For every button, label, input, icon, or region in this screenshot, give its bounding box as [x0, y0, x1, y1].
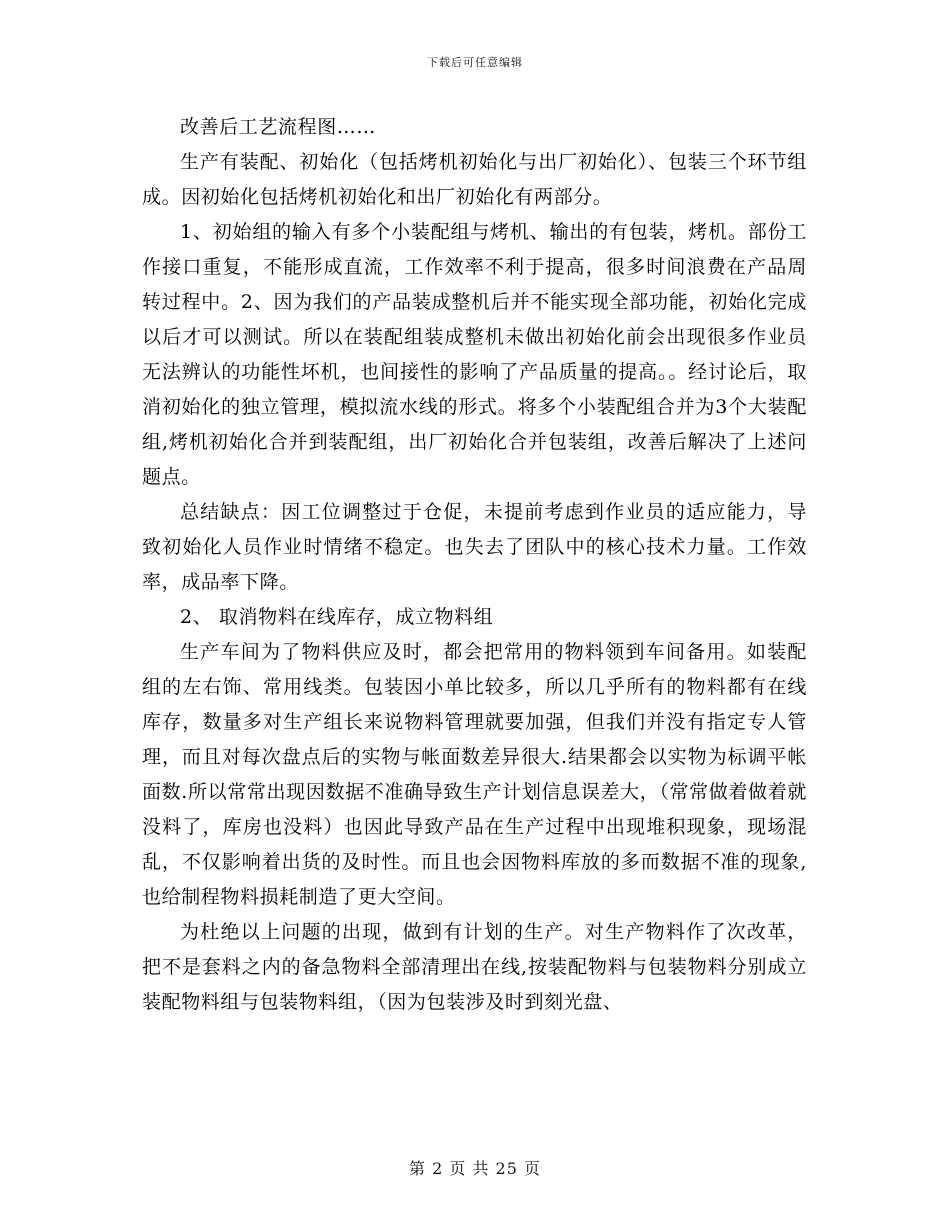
- paragraph-material-inventory: 生产车间为了物料供应及时，都会把常用的物料领到车间备用。如装配组的左右饰、常用线类。包装因小单比较多，所以几乎所有的物料都有在线库存，数量多对生产组长来说物料管理就要加强，但我们并没有指定专人管理，而且对每次盘点后的实物与帐面数差异很大.结果都会以实物为标调平帐面数.所以常常出现因数据不准确导致生产计划信息误差大，（常常做着做着就没料了，库房也没料）也因此导致产品在生产过程中出现堆积现象，现场混乱，不仅影响着出货的及时性。而且也会因物料库放的多而数据不准的现象,也给制程物料损耗制造了更大空间。: [142, 641, 807, 908]
- paragraph-initialization-issues: 1、初始组的输入有多个小装配组与烤机、输出的有包装，烤机。部份工作接口重复，不能形成直流，工作效率不利于提高，很多时间浪费在产品周转过程中。2、因为我们的产品装成整机后并不能实现全部功能，初始化完成以后才可以测试。所以在装配组装成整机未做出初始化前会出现很多作业员无法辨认的功能性坏机，也间接性的影响了产品质量的提高。。经讨论后，取消初始化的独立管理，模拟流水线的形式。将多个小装配组合并为3个大装配组,烤机初始化合并到装配组，出厂初始化合并包装组，改善后解决了上述问题点。: [142, 221, 807, 488]
- page-number: 第 2 页 共 25 页: [409, 1159, 541, 1178]
- page-header-note: 下载后可任意编辑: [427, 56, 523, 69]
- section-heading-material-group: 2、 取消物料在线库存，成立物料组: [180, 606, 494, 628]
- paragraph-summary-drawbacks: 总结缺点：因工位调整过于仓促，未提前考虑到作业员的适应能力，导致初始化人员作业时情绪不稳定。也失去了团队中的核心技术力量。工作效率，成品率下降。: [142, 501, 807, 593]
- paragraph-production-stages: 生产有装配、初始化（包括烤机初始化与出厂初始化）、包装三个环节组成。因初始化包括烤机初始化和出厂初始化有两部分。: [142, 151, 807, 208]
- paragraph-flowchart-title: 改善后工艺流程图……: [180, 116, 377, 138]
- paragraph-material-reform: 为杜绝以上问题的出现，做到有计划的生产。对生产物料作了次改革，把不是套料之内的备急物料全部清理出在线,按装配物料与包装物料分别成立装配物料组与包装物料组，（因为包装涉及时到刻光盘、: [142, 921, 807, 1013]
- document-body: [142, 110, 807, 1020]
